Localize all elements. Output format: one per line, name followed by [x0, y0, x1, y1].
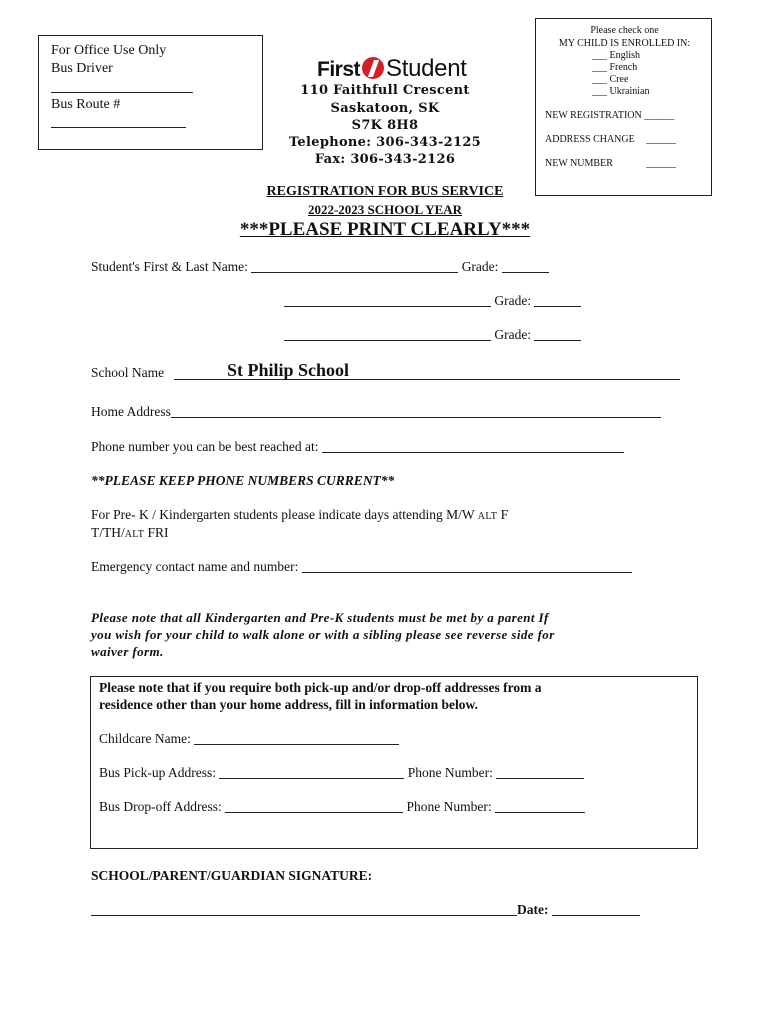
student-row-3 [284, 327, 581, 343]
childcare-name-field[interactable] [194, 732, 399, 745]
prek-line-2: T/TH/ALT FRI [91, 525, 169, 540]
kindergarten-note-1: Please note that all Kindergarten and Pre-K students must be met by a parent If [91, 610, 549, 625]
emergency-label: Emergency contact name and number: [91, 559, 299, 574]
office-use-box [38, 35, 263, 150]
address-city: Saskatoon, SK [330, 101, 440, 116]
dropoff-row [99, 799, 585, 815]
childcare-name-row [99, 731, 399, 747]
childcare-intro-1: Please note that if you require both pick-up and/or drop-off addresses from a [99, 680, 542, 695]
check-subheading: MY CHILD IS ENROLLED IN: [558, 38, 691, 49]
student-row-1 [91, 259, 549, 275]
emergency-field[interactable] [302, 560, 632, 573]
phone-label: Phone number you can be best reached at: [91, 439, 319, 454]
pickup-phone-field[interactable] [496, 766, 584, 779]
enrollment-check-box [535, 18, 712, 196]
address-fax: Fax: 306-343-2126 [314, 152, 456, 167]
childcare-intro-2: residence other than your home address, fill in information below. [99, 697, 478, 712]
pickup-phone-label: Phone Number: [407, 765, 493, 780]
grade-field-2[interactable] [534, 294, 581, 307]
childcare-name-label: Childcare Name: [99, 731, 191, 746]
dropoff-phone-field[interactable] [495, 800, 585, 813]
phone-field[interactable] [322, 440, 624, 453]
first-student-logo [317, 55, 467, 81]
address-change-blank[interactable]: ______ [646, 134, 676, 145]
bus-route-label: Bus Route # [51, 97, 121, 112]
dropoff-address-field[interactable] [225, 800, 403, 813]
bus-driver-line[interactable] [51, 92, 193, 93]
office-use-title: For Office Use Only [51, 43, 167, 58]
student-row-2 [284, 293, 581, 309]
grade-field-1[interactable] [502, 260, 549, 273]
lang-cree[interactable]: ___ Cree [592, 74, 629, 85]
childcare-box [90, 676, 698, 849]
grade-label-3: Grade: [494, 327, 532, 342]
student-name-field-1[interactable] [251, 260, 458, 273]
new-number-label: NEW NUMBER [545, 158, 613, 169]
prek-f: F [500, 507, 509, 522]
student-name-field-2[interactable] [284, 294, 491, 307]
dropoff-label: Bus Drop-off Address: [99, 799, 222, 814]
grade-label-1: Grade: [461, 259, 499, 274]
lang-french[interactable]: ___ French [592, 62, 638, 73]
prek-line-1: For Pre- K / Kindergarten students please indicate days attending M/W ALT F [91, 507, 509, 522]
home-address-row [91, 404, 661, 420]
school-name-value: St Philip School [227, 360, 350, 380]
check-heading: Please check one [590, 25, 659, 36]
address-street: 110 Faithfull Crescent [300, 83, 470, 98]
address-postal: S7K 8H8 [351, 118, 419, 133]
bus-driver-label: Bus Driver [51, 61, 113, 76]
keep-phone-current: **PLEASE KEEP PHONE NUMBERS CURRENT** [91, 473, 395, 488]
lang-english[interactable]: ___ English [592, 50, 641, 61]
emergency-row [91, 559, 632, 575]
date-label: Date: [517, 902, 549, 917]
pickup-row [99, 765, 584, 781]
school-year-title: 2022-2023 SCHOOL YEAR [307, 202, 463, 217]
student-name-label: Student's First & Last Name: [91, 259, 248, 274]
lang-ukrainian[interactable]: ___ Ukrainian [592, 86, 650, 97]
signature-row [91, 902, 640, 918]
grade-field-3[interactable] [534, 328, 581, 341]
home-address-field[interactable] [171, 405, 661, 418]
new-registration-option[interactable]: NEW REGISTRATION ______ [545, 110, 675, 121]
home-address-label: Home Address [91, 404, 171, 419]
date-field[interactable] [552, 903, 640, 916]
prek-fri: FRI [147, 525, 169, 540]
logo-mark-icon [362, 57, 384, 79]
pickup-label: Bus Pick-up Address: [99, 765, 217, 780]
logo-first-text: First [317, 58, 361, 81]
student-name-field-3[interactable] [284, 328, 491, 341]
logo-student-text: Student [386, 55, 467, 82]
pickup-address-field[interactable] [219, 766, 404, 779]
phone-row [91, 439, 624, 455]
registration-title: REGISTRATION FOR BUS SERVICE [266, 184, 504, 199]
print-clearly-title: ***PLEASE PRINT CLEARLY*** [239, 219, 531, 240]
grade-label-2: Grade: [494, 293, 532, 308]
prek-alt-2: ALT [124, 529, 145, 540]
prek-alt-1: ALT [477, 511, 498, 522]
address-change-label: ADDRESS CHANGE [545, 134, 635, 145]
new-number-blank[interactable]: ______ [646, 158, 676, 169]
address-telephone: Telephone: 306-343-2125 [288, 135, 482, 150]
bus-route-line[interactable] [51, 127, 186, 128]
dropoff-phone-label: Phone Number: [406, 799, 492, 814]
signature-label: SCHOOL/PARENT/GUARDIAN SIGNATURE: [91, 868, 373, 883]
kindergarten-note-3: waiver form. [91, 644, 164, 659]
kindergarten-note-2: you wish for your child to walk alone or with a sibling please see reverse side for [91, 627, 555, 642]
school-name-label: School Name [91, 365, 165, 380]
signature-field[interactable] [91, 903, 517, 916]
